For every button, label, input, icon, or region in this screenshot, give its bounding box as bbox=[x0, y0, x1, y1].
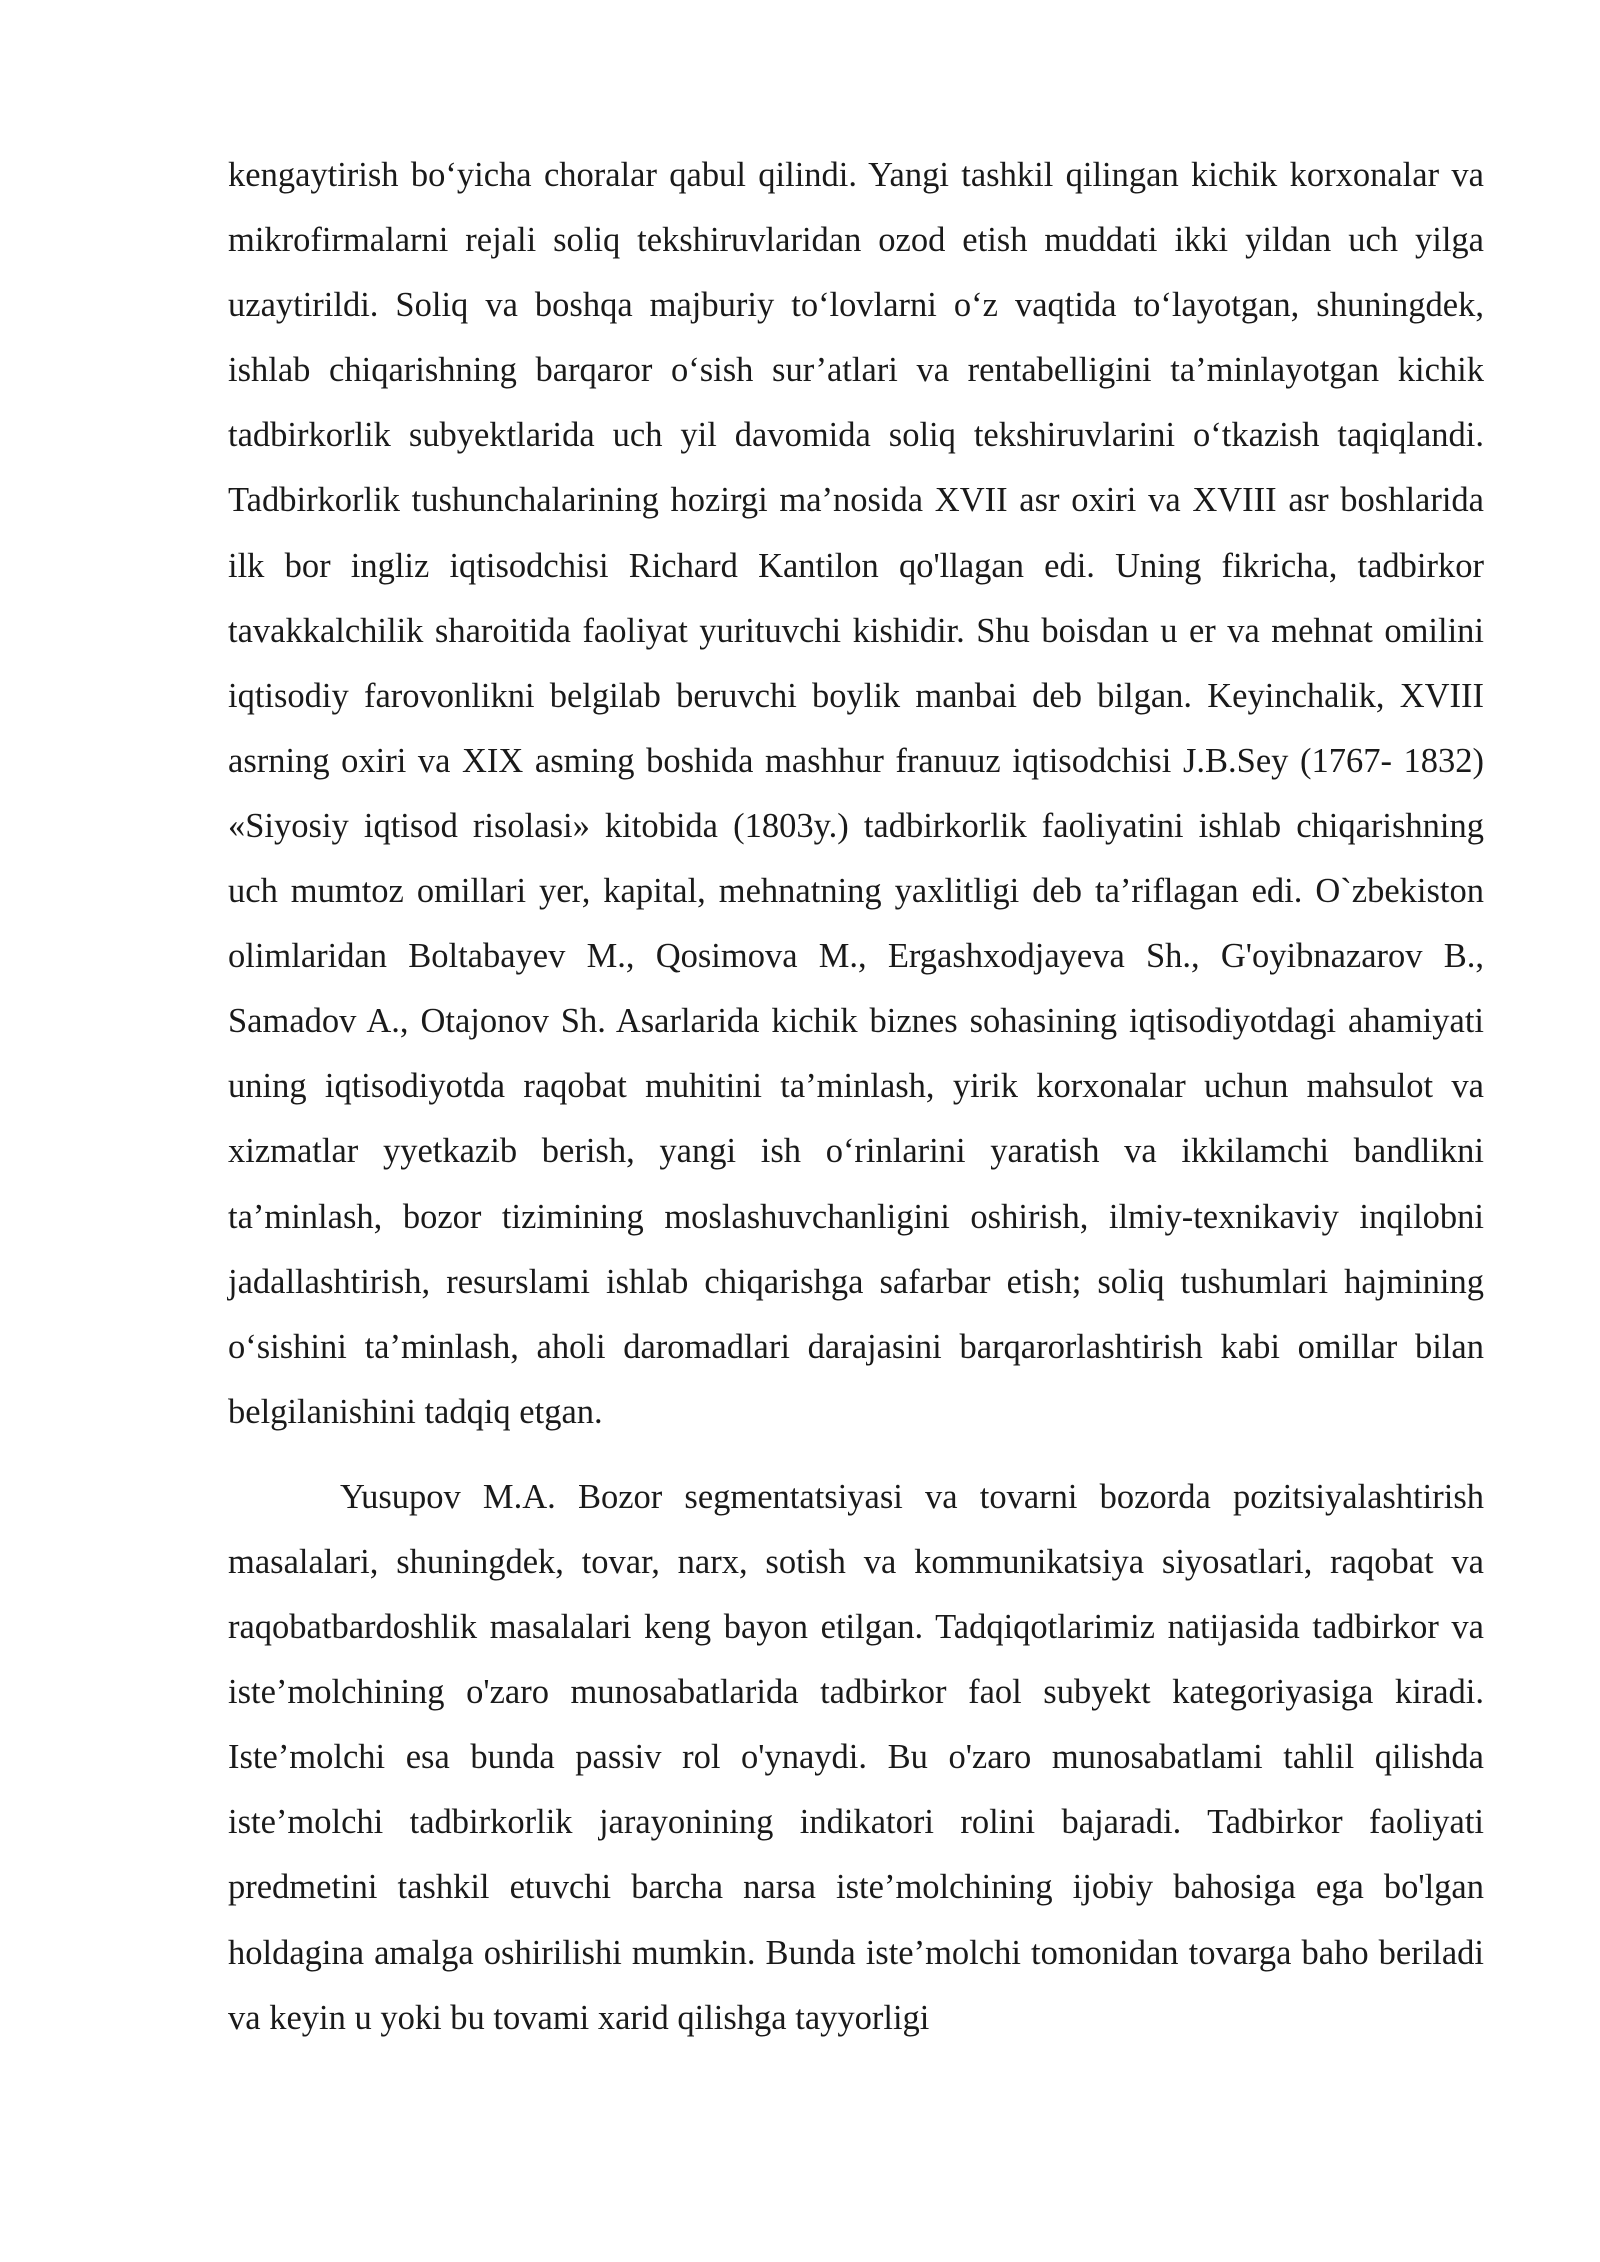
document-body bbox=[228, 143, 1484, 2051]
paragraph-1: kengaytirish bo‘yicha choralar qabul qilindi. Yangi tashkil qilingan kichik korxonalar va mikrofirmalarni rejali soliq tekshiruvlaridan ozod etish muddati ikki yildan uch yilga uzaytirildi. Soliq va boshqa majburiy to‘lovlarni o‘z vaqtida to‘layotgan, shuningdek, ishlab chiqarishning barqaror o‘sish sur’atlari va rentabelligini ta’minlayotgan kichik tadbirkorlik subyektlarida uch yil davomida soliq tekshiruvlarini o‘tkazish taqiqlandi. Tadbirkorlik tushunchalarining hozirgi ma’nosida XVII asr oxiri va XVIII asr boshlarida ilk bor ingliz iqtisodchisi Richard Kantilon qo'llagan edi. Uning fikricha, tadbirkor tavakkalchilik sharoitida faoliyat yurituvchi kishidir. Shu boisdan u er va mehnat omilini iqtisodiy farovonlikni belgilab beruvchi boylik manbai deb bilgan. Keyinchalik, XVIII asrning oxiri va XIX asming boshida mashhur franuuz iqtisodchisi J.B.Sey (1767- 1832) «Siyosiy iqtisod risolasi» kitobida (1803y.) tadbirkorlik faoliyatini ishlab chiqarishning uch mumtoz omillari yer, kapital, mehnatning yaxlitligi deb ta’riflagan edi. O`zbekiston olimlaridan Boltabayev M., Qosimova M., Ergashxodjayeva Sh., G'oyibnazarov B., Samadov A., Otajonov Sh. Asarlarida kichik biznes sohasining iqtisodiyotdagi ahamiyati uning iqtisodiyotda raqobat muhitini ta’minlash, yirik korxonalar uchun mahsulot va xizmatlar yyetkazib berish, yangi ish o‘rinlarini yaratish va ikkilamchi bandlikni ta’minlash, bozor tizimining moslashuvchanligini oshirish, ilmiy-texnikaviy inqilobni jadallashtirish, resurslami ishlab chiqarishga safarbar etish; soliq tushumlari hajmining o‘sishini ta’minlash, aholi daromadlari darajasini barqarorlashtirish kabi omillar bilan belgilanishini tadqiq etgan. bbox=[228, 156, 1484, 1431]
paragraph-2: Yusupov M.A. Bozor segmentatsiyasi va tovarni bozorda pozitsiyalashtirish masalalari, shuningdek, tovar, narx, sotish va kommunikatsiya siyosatlari, raqobat va raqobatbardoshlik masalalari keng bayon etilgan. Tadqiqotlarimiz natijasida tadbirkor va iste’molchining o'zaro munosabatlarida tadbirkor faol subyekt kategoriyasiga kiradi. Iste’molchi esa bunda passiv rol o'ynaydi. Bu o'zaro munosabatlami tahlil qilishda iste’molchi tadbirkorlik jarayonining indikatori rolini bajaradi. Tadbirkor faoliyati predmetini tashkil etuvchi barcha narsa iste’molchining ijobiy bahosiga ega bo'lgan holdagina amalga oshirilishi mumkin. Bunda iste’molchi tomonidan tovarga baho beriladi va keyin u yoki bu tovami xarid qilishga tayyorligi bbox=[228, 1477, 1484, 2037]
